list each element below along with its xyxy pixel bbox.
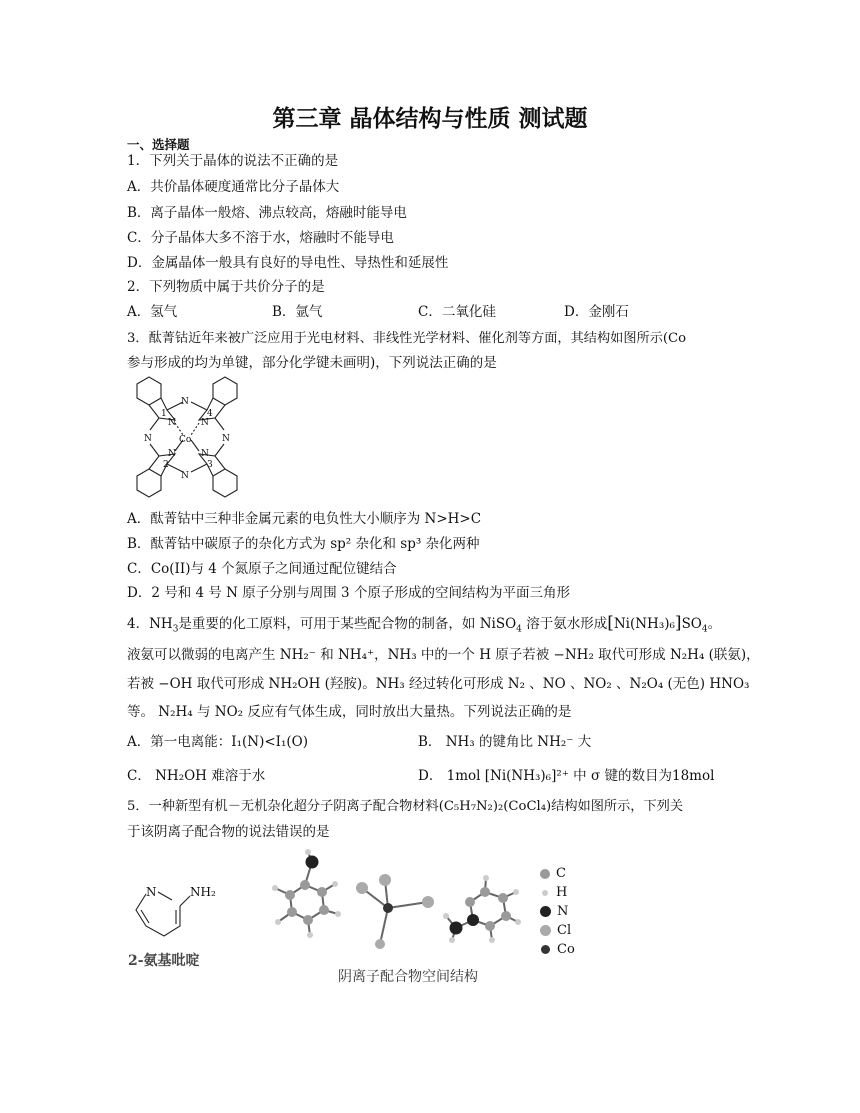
- meso-n-label: N: [144, 434, 152, 444]
- q3-option-d[interactable]: D．2 号和 4 号 N 原子分别与周围 3 个原子形成的空间结构为平面三角形: [127, 585, 570, 601]
- atom-number-1: 1: [161, 409, 167, 419]
- q4-stem-line3: 若被 −OH 取代可形成 NH₂OH (羟胺)。NH₃ 经过转化可形成 N₂ 、NO 、NO₂ 、N₂O₄ (无色) HNO₃: [127, 676, 750, 692]
- section-heading: 一、选择题: [127, 137, 190, 152]
- n-label-3: N: [201, 449, 209, 459]
- n-label-2: N: [168, 449, 176, 459]
- q1-option-a[interactable]: A．共价晶体硬度通常比分子晶体大: [127, 179, 340, 195]
- ni-complex: Ni(NH₃)₆: [613, 616, 675, 632]
- meso-n-label: N: [181, 397, 189, 407]
- q1-option-c[interactable]: C．分子晶体大多不溶于水，熔融时不能导电: [127, 230, 394, 246]
- q1-option-b[interactable]: B．离子晶体一般熔、沸点较高，熔融时能导电: [127, 205, 407, 221]
- legend-item-c: C: [540, 864, 575, 883]
- nh2-label: NH₂: [190, 885, 216, 899]
- q5-stem-line1: 5．一种新型有机－无机杂化超分子阴离子配合物材料(C₅H₇N₂)₂(CoCl₄)结构如图所示，下列关: [127, 799, 684, 814]
- q2-option-b[interactable]: B．氩气: [272, 304, 323, 320]
- aminopyridine-structure: [128, 878, 220, 948]
- q3-stem-line1: 3．酞菁钴近年来被广泛应用于光电材料、非线性光学材料、催化剂等方面，其结构如图所示(Co: [127, 331, 687, 346]
- q4-option-d[interactable]: D． 1mol [Ni(NH₃)₆]²⁺ 中 σ 键的数目为18mol: [418, 768, 715, 784]
- q2-stem: 2．下列物质中属于共价分子的是: [127, 279, 325, 295]
- q4-stem-line2: 液氨可以微弱的电离产生 NH₂⁻ 和 NH₄⁺，NH₃ 中的一个 H 原子若被 −NH₂ 取代可形成 N₂H₄ (联氨)，: [127, 647, 760, 663]
- atom-number-4: 4: [207, 409, 213, 419]
- legend-item-cl: Cl: [540, 921, 575, 940]
- q4-option-a[interactable]: A．第一电离能：I₁(N)<I₁(O): [127, 734, 308, 750]
- q1-stem: 1．下列关于晶体的说法不正确的是: [127, 153, 339, 169]
- phthalocyanine-cobalt-structure: [125, 372, 250, 502]
- atom-legend: [540, 864, 575, 959]
- n-label-1: N: [168, 418, 176, 428]
- legend-item-h: H: [540, 883, 575, 902]
- q3-option-b[interactable]: B．酞菁钴中碳原子的杂化方式为 sp² 杂化和 sp³ 杂化两种: [127, 536, 480, 552]
- q3-option-a[interactable]: A．酞菁钴中三种非金属元素的电负性大小顺序为 N>H>C: [127, 511, 482, 527]
- anion-complex-3d-structure: [260, 840, 535, 965]
- atom-number-3: 3: [207, 460, 213, 470]
- q2-option-c[interactable]: C．二氧化硅: [418, 304, 496, 320]
- q3-stem-line2: 参与形成的均为单键，部分化学键未画明)，下列说法正确的是: [127, 355, 497, 371]
- legend-item-co: Co: [540, 940, 575, 959]
- anion-structure-caption: 阴离子配合物空间结构: [338, 969, 478, 985]
- q4-stem-line1: 4．$NH_3$是重要的化工原料，可用于某些配合物的制备，如 NiSO$_4$ 溶于氨水形成$[Ni(NH_3)_6]SO_4$。: [127, 613, 722, 635]
- meso-n-label: N: [181, 471, 189, 481]
- pyridine-n-label: N: [146, 885, 157, 899]
- co-label: Co: [179, 435, 192, 445]
- atom-number-2: 2: [163, 460, 169, 470]
- q4-option-b[interactable]: B． NH₃ 的键角比 NH₂⁻ 大: [418, 734, 592, 750]
- page-title: 第三章 晶体结构与性质 测试题: [272, 106, 588, 132]
- meso-n-label: N: [222, 434, 230, 444]
- q2-option-a[interactable]: A．氢气: [127, 304, 178, 320]
- q1-option-d[interactable]: D．金属晶体一般具有良好的导电性、导热性和延展性: [127, 255, 449, 271]
- q5-stem-line2: 于该阴离子配合物的说法错误的是: [127, 824, 330, 840]
- q3-option-c[interactable]: C．Co(II)与 4 个氮原子之间通过配位键结合: [127, 561, 397, 577]
- n-label-4: N: [201, 418, 209, 428]
- q4-stem-line4: 等。 N₂H₄ 与 NO₂ 反应有气体生成，同时放出大量热。下列说法正确的是: [127, 704, 572, 720]
- aminopyridine-caption: 2-氨基吡啶: [128, 953, 200, 969]
- q2-option-d[interactable]: D．金刚石: [564, 304, 629, 320]
- q4-option-c[interactable]: C． NH₂OH 难溶于水: [127, 768, 266, 784]
- legend-item-n: N: [540, 902, 575, 921]
